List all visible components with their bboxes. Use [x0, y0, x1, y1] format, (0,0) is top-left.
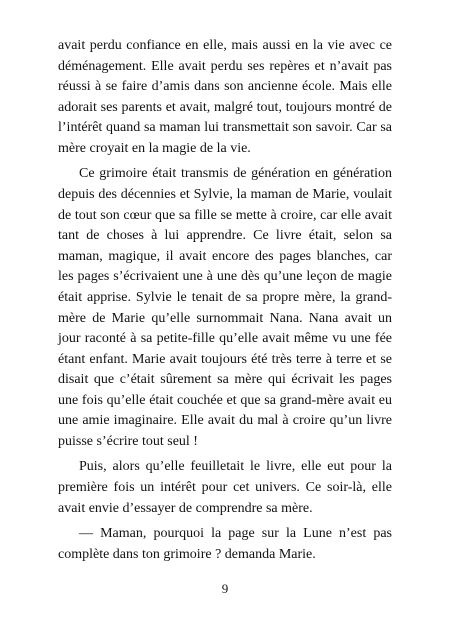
paragraph: Puis, alors qu’elle feuilletait le livre, elle eut pour la première fois un intérêt pour cet univers. Ce soir-là, elle avait envie d’essayer de comprendre sa mère.	[58, 459, 392, 516]
dialogue-paragraph: ― Maman, pourquoi la page sur la Lune n’est pas complète dans ton grimoire ? demanda Marie.	[58, 526, 392, 562]
paragraph: Ce grimoire était transmis de génération en génération depuis des décennies et Sylvie, la maman de Marie, voulait de tout son cœur que sa fille se mette à croire, car elle avait tant de choses à lui apprendre. Ce livre était, selon sa maman, magique, il avait encore des pages blanches, car les pages s’écrivaient une à une dès qu’une leçon de magie était apprise. Sylvie le tenait de sa propre mère, la grand-mère de Marie qu’elle surnommait Nana. Nana avait un jour raconté à sa petite-fille qu’elle avait même vu une fée étant enfant. Marie avait toujours été très terre à terre et se disait que c’était sûrement sa mère qui écrivait les pages une fois qu’elle était couchée et que sa grand-mère avait eu une amie imaginaire. Elle avait du mal à croire qu’un livre puisse s’écrire tout seul !	[58, 166, 392, 450]
paragraph: avait perdu confiance en elle, mais aussi en la vie avec ce déménagement. Elle avait perdu ses repères et n’avait pas réussi à se faire d’amis dans son ancienne école. Mais elle adorait ses parents et avait, malgré tout, toujours montré de l’intérêt quand sa maman lui transmettait son savoir. Car sa mère croyait en la magie de la vie.	[58, 38, 392, 156]
page-number: 9	[221, 581, 229, 596]
body-text	[58, 36, 392, 565]
